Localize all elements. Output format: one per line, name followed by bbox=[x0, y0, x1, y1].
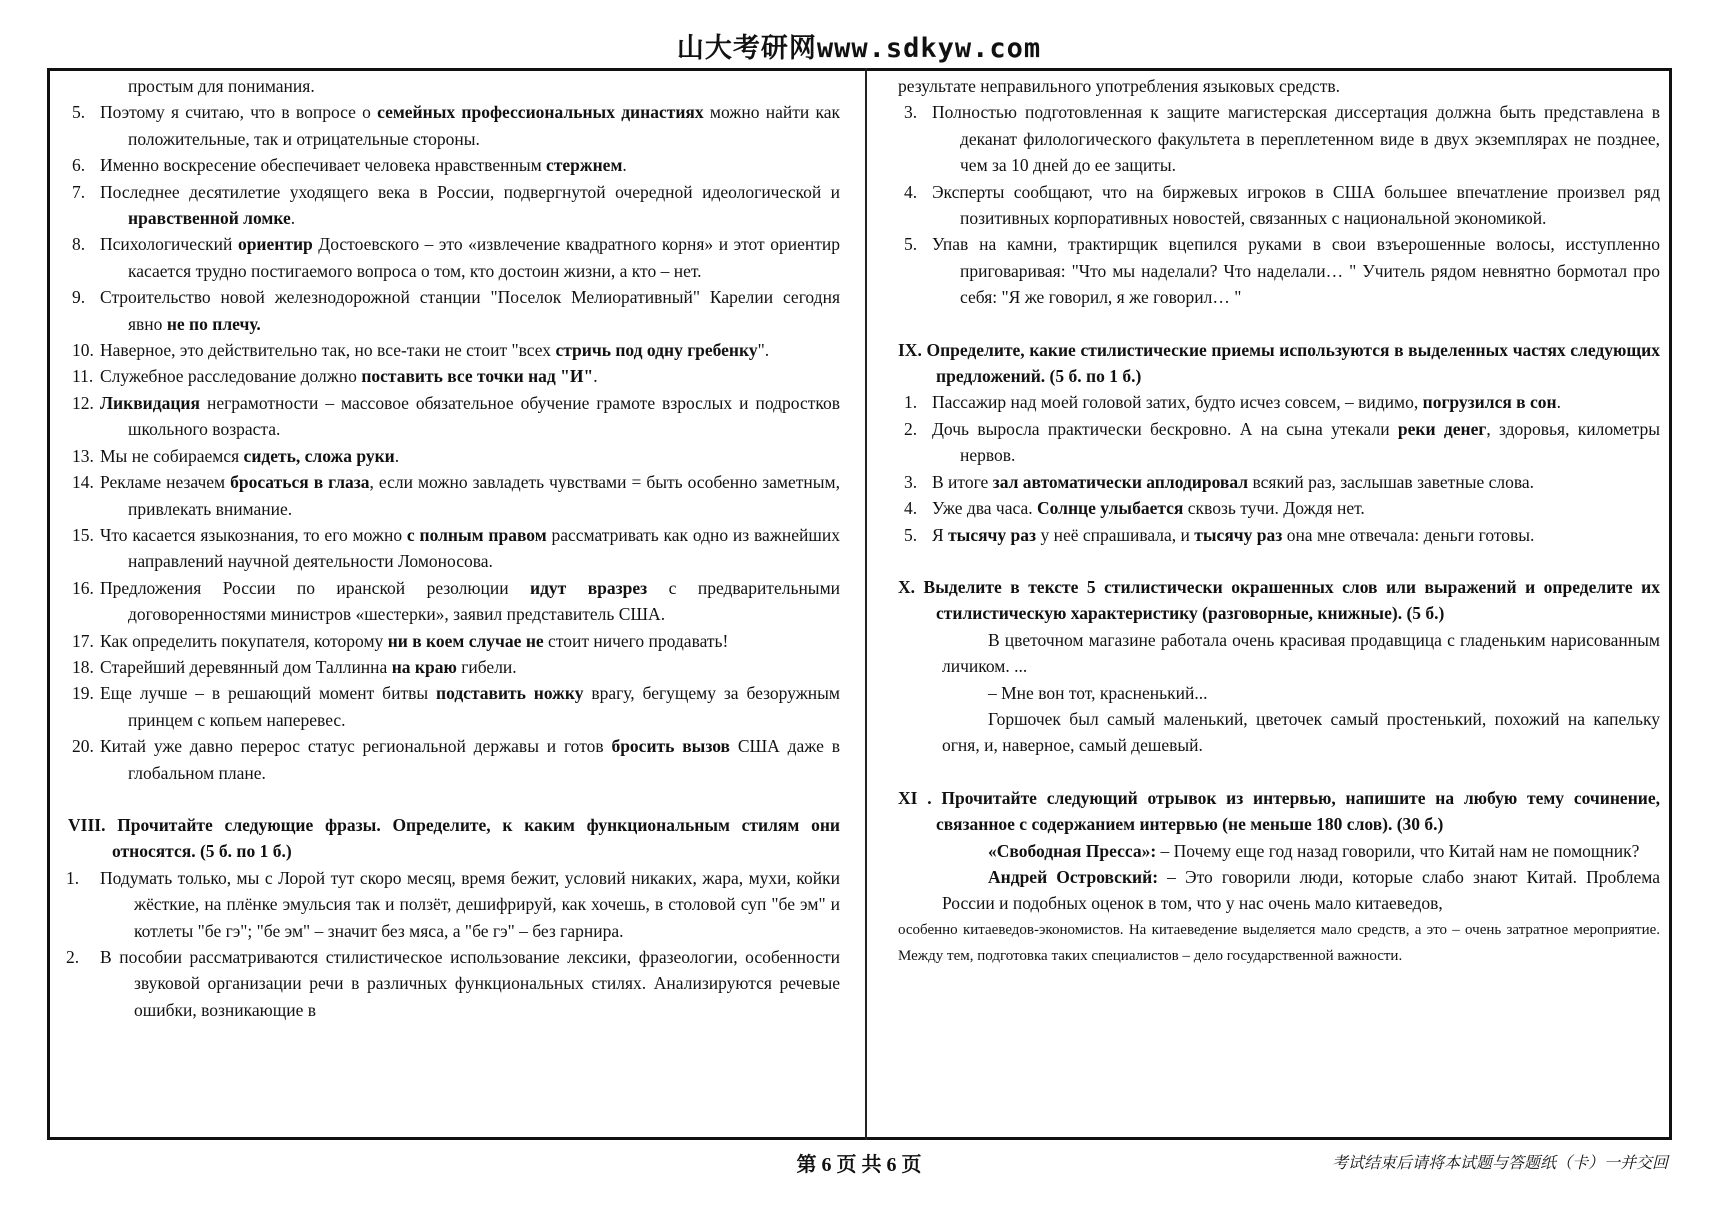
item-text: Дочь выросла практически бескровно. А на сына утекали bbox=[932, 418, 1398, 439]
item-text: Именно воскресение обеспечивает человека нравственным bbox=[100, 155, 547, 176]
highlighted-phrase: погрузился в сон bbox=[1422, 392, 1557, 413]
highlighted-phrase: нравственной ломке bbox=[128, 208, 291, 229]
section-8-list bbox=[68, 865, 840, 1023]
item-text: Наверное, это действительно так, но все-таки не стоит "всех bbox=[100, 340, 556, 361]
list-item: 8. Психологический ориентир Достоевского – это «извлечение квадратного корня» и этот ориентир касается трудно постигаемого вопроса о том, кто достоин жизни, а кто – нет. bbox=[72, 234, 840, 281]
item-text: с предварительными договоренностями министров «шестерки», заявил представитель США. bbox=[128, 577, 841, 625]
highlighted-phrase: тысячу раз bbox=[948, 524, 1037, 545]
list-item: 14. Рекламе незачем бросаться в глаза, если можно завладеть чувствами = быть особенно заметным, привлекать внимание. bbox=[72, 472, 840, 519]
list-item: 10. Наверное, это действительно так, но все-таки не стоит "всех стричь под одну гребенку". bbox=[72, 340, 770, 361]
right-item-list bbox=[898, 99, 1660, 310]
item-text: . bbox=[622, 155, 627, 176]
continued-text: результате неправильного употребления языковых средств. bbox=[898, 76, 1340, 96]
item-text: В пособии рассматриваются стилистическое использование лексики, фразеологии, особенности звуковой организации речи в различных функциональных стилях. Анализируются речевые ошибки, возникающие в bbox=[100, 947, 840, 1020]
item-text: . bbox=[593, 366, 598, 387]
highlighted-phrase: реки денег bbox=[1397, 418, 1487, 439]
site-header: 山大考研网www.sdkyw.com bbox=[676, 33, 1042, 64]
interviewee-name: Андрей Островский: bbox=[988, 866, 1159, 887]
item-text: Пассажир над моей головой затих, будто исчез совсем, – видимо, bbox=[932, 392, 1423, 413]
continued-text: простым для понимания. bbox=[128, 76, 315, 96]
list-item: 3. Полностью подготовленная к защите магистерская диссертация должна быть представлена в деканат филологического факультета в переплетенном виде в двух экземплярах не позднее, чем за 10 дней до ее защиты. bbox=[904, 102, 1660, 176]
list-item: 16. Предложения России по иранской резолюции идут вразрез с предварительными договоренностями министров «шестерки», заявил представитель США. bbox=[72, 577, 841, 625]
item-text: Мы не собираемся bbox=[100, 445, 244, 466]
item-text: Психологический bbox=[100, 234, 238, 255]
interview-answer-continued: особенно китаеведов-экономистов. На китаеведение выделяется мало средств, а это – очень затратное мероприятие. Между тем, подготовка таких специалистов – дело государственной важности. bbox=[898, 921, 1660, 965]
list-item: 9. Строительство новой железнодорожной станции "Поселок Мелиоративный" Карелии сегодня явно не по плечу. bbox=[72, 287, 840, 334]
item-text: Уже два часа. bbox=[932, 498, 1037, 519]
item-text: . bbox=[290, 208, 296, 229]
list-item: 20. Китай уже давно перерос статус региональной державы и готов бросить вызов США даже в глобальном плане. bbox=[72, 736, 840, 783]
highlighted-phrase: бросить вызов bbox=[611, 736, 731, 757]
list-item: 3. В итоге зал автоматически аплодировал всякий раз, заслышав заветные слова. bbox=[904, 471, 1535, 492]
item-text: , если можно завладеть чувствами = быть особенно заметным, привлекать внимание. bbox=[128, 472, 840, 519]
highlighted-phrase: семейных профессиональных династиях bbox=[377, 102, 704, 123]
list-item: 5. Я тысячу раз у неё спрашивала, и тысячу раз она мне отвечала: деньги готовы. bbox=[904, 524, 1535, 545]
item-text: врагу, бегущему за безоружным принцем с копьем наперевес. bbox=[128, 683, 840, 730]
list-item: 4. Эксперты сообщают, что на биржевых игроков в США большее впечатление произвел ряд позитивных корпоративных новостей, связанных с национальной экономикой. bbox=[904, 181, 1660, 229]
list-item: 5. Поэтому я считаю, что в вопросе о семейных профессиональных династиях можно найти как положительные, так и отрицательные стороны. bbox=[72, 102, 840, 149]
list-item: 7. Последнее десятилетие уходящего века в России, подвергнутой очередной идеологической и нравственной ломке. bbox=[72, 181, 840, 229]
item-text: Старейший деревянный дом Таллинна bbox=[100, 656, 392, 677]
item-text: Я bbox=[932, 524, 949, 545]
item-text: Последнее десятилетие уходящего века в России, подвергнутой очередной идеологической и bbox=[100, 181, 840, 202]
item-text: Достоевского – это «извлечение квадратного корня» и этот ориентир касается трудно постигаемого вопроса о том, кто достоин жизни, а кто – нет. bbox=[128, 234, 840, 281]
highlighted-phrase: подставить ножку bbox=[436, 683, 584, 704]
item-text: . bbox=[1556, 392, 1561, 413]
list-item: 18. Старейший деревянный дом Таллинна на краю гибели. bbox=[72, 656, 517, 677]
section-9-list bbox=[898, 389, 1660, 547]
highlighted-phrase: поставить все точки над "И" bbox=[361, 366, 594, 387]
list-item: 2. Дочь выросла практически бескровно. А на сына утекали реки денег, здоровья, километры нервов. bbox=[904, 418, 1661, 466]
highlighted-phrase: Ликвидация bbox=[100, 392, 200, 413]
highlighted-phrase: Солнце улыбается bbox=[1037, 498, 1184, 519]
text-paragraph: В цветочном магазине работала очень красивая продавщица с гладеньким нарисованным личиком. ... bbox=[942, 629, 1660, 677]
highlighted-phrase: не по плечу. bbox=[166, 313, 261, 334]
section-10-title: X. Выделите в тексте 5 стилистически окрашенных слов или выражений и определите их стилистическую характеристику (разговорные, книжные). (5 б.) bbox=[898, 576, 1660, 624]
left-item-list bbox=[68, 99, 840, 786]
item-text: . bbox=[394, 445, 400, 466]
list-item: 12. Ликвидация неграмотности – массовое обязательное обучение грамоте взрослых и подростков школьного возраста. bbox=[72, 392, 840, 440]
item-text: у неё спрашивала, и bbox=[1036, 524, 1195, 545]
list-item: 6. Именно воскресение обеспечивает человека нравственным стержнем. bbox=[72, 155, 627, 176]
section-11-title: XI . Прочитайте следующий отрывок из интервью, напишите на любую тему сочинение, связанное с содержанием интервью (не меньше 180 слов). (30 б.) bbox=[898, 787, 1660, 835]
list-item: 15. Что касается языкознания, то его можно с полным правом рассматривать как одно из важнейших направлений научной деятельности Ломоносова. bbox=[72, 524, 840, 572]
list-item: 19. Еще лучше – в решающий момент битвы подставить ножку врагу, бегущему за безоружным принцем с копьем наперевес. bbox=[72, 683, 840, 730]
highlighted-phrase: ни в коем случае не bbox=[387, 630, 544, 651]
page-number: 第 6 页 共 6 页 bbox=[796, 1154, 922, 1176]
list-item: 17. Как определить покупателя, которому ни в коем случае не стоит ничего продавать! bbox=[72, 630, 729, 651]
item-text: Строительство новой железнодорожной станции "Поселок Мелиоративный" Карелии сегодня явно bbox=[100, 287, 840, 334]
list-item: 1. Пассажир над моей головой затих, будто исчез совсем, – видимо, погрузился в сон. bbox=[904, 392, 1561, 413]
list-item: 5. Упав на камни, трактирщик вцепился руками в свои взъерошенные волосы, исступленно приговаривая: "Что мы наделали? Что наделали… " Учитель рядом невнятно бормотал про себя: "Я же говорил, я же говорил… " bbox=[904, 234, 1660, 308]
left-column bbox=[68, 73, 840, 1023]
item-text: Что касается языкознания, то его можно bbox=[100, 524, 407, 545]
highlighted-phrase: с полным правом bbox=[406, 524, 547, 545]
item-text: Подумать только, мы с Лорой тут скоро месяц, время бежит, условий никаких, жара, мухи, койки жёсткие, на плёнке эмульсия так и ползёт, дешифрируй, как хочешь, в столовой суп "бе эм" и котлеты "бе гэ"; "бе эм" – значит без мяса, а "бе гэ" – без гарнира. bbox=[100, 867, 840, 941]
list-item: 2. В пособии рассматриваются стилистическое использование лексики, фразеологии, особенности звуковой организации речи в различных функциональных стилях. Анализируются речевые ошибки, возникающие в bbox=[66, 947, 840, 1020]
item-text: США даже в глобальном плане. bbox=[128, 736, 840, 783]
text-paragraph: Горшочек был самый маленький, цветочек самый простенький, похожий на капельку огня, и, наверное, самый дешевый. bbox=[942, 708, 1660, 756]
item-text: сквозь тучи. Дождя нет. bbox=[1183, 498, 1365, 519]
list-item: 11. Служебное расследование должно поставить все точки над "И". bbox=[72, 366, 598, 387]
interview-question: «Свободная Пресса»: – Почему еще год назад говорили, что Китай нам не помощник? bbox=[988, 840, 1640, 861]
list-item: 13. Мы не собираемся сидеть, сложа руки. bbox=[72, 445, 400, 466]
footer-note: 考试结束后请将本试题与答题纸（卡）一并交回 bbox=[1331, 1155, 1668, 1172]
item-text: Рекламе незачем bbox=[100, 472, 231, 493]
highlighted-phrase: сидеть, сложа руки bbox=[243, 445, 395, 466]
item-text: Как определить покупателя, которому bbox=[100, 630, 388, 651]
highlighted-phrase: тысячу раз bbox=[1194, 524, 1283, 545]
column-divider bbox=[865, 68, 867, 1140]
item-text: она мне отвечала: деньги готовы. bbox=[1282, 524, 1535, 545]
interviewer-name: «Свободная Пресса»: bbox=[988, 840, 1157, 861]
item-text: Предложения России по иранской резолюции bbox=[100, 577, 530, 598]
section-9-title: IX. Определите, какие стилистические приемы используются в выделенных частях следующих предложений. (5 б. по 1 б.) bbox=[898, 339, 1660, 387]
item-text: гибели. bbox=[456, 656, 517, 677]
text-paragraph: – Мне вон тот, красненький... bbox=[988, 682, 1208, 703]
item-text: Поэтому я считаю, что в вопросе о bbox=[100, 102, 378, 123]
item-text: можно найти как положительные, так и отрицательные стороны. bbox=[128, 102, 840, 149]
item-text: В итоге bbox=[932, 471, 993, 492]
item-text: рассматривать как одно из важнейших направлений научной деятельности Ломоносова. bbox=[128, 524, 840, 572]
item-text: Служебное расследование должно bbox=[100, 366, 362, 387]
item-text: неграмотности – массовое обязательное обучение грамоте взрослых и подростков школьного возраста. bbox=[128, 392, 840, 440]
highlighted-phrase: бросаться в глаза bbox=[230, 472, 370, 493]
item-text: ". bbox=[757, 340, 770, 361]
list-item: 4. Уже два часа. Солнце улыбается сквозь тучи. Дождя нет. bbox=[904, 498, 1365, 519]
section-8-title: VIII. Прочитайте следующие фразы. Определите, к каким функциональным стилям они относятся. (5 б. по 1 б.) bbox=[68, 814, 840, 862]
item-text: Еще лучше – в решающий момент битвы bbox=[100, 683, 436, 704]
highlighted-phrase: стричь под одну гребенку bbox=[555, 340, 758, 361]
item-text: стоит ничего продавать! bbox=[543, 630, 729, 651]
item-text: Эксперты сообщают, что на биржевых игроков в США большее впечатление произвел ряд позитивных корпоративных новостей, связанных с национальной экономикой. bbox=[932, 181, 1660, 229]
item-text: Полностью подготовленная к защите магистерская диссертация должна быть представлена в деканат филологического факультета в переплетенном виде в двух экземплярах не позднее, чем за 10 дней до ее защиты. bbox=[932, 102, 1660, 176]
highlighted-phrase: стержнем bbox=[546, 155, 623, 176]
item-text: Упав на камни, трактирщик вцепился руками в свои взъерошенные волосы, исступленно приговаривая: "Что мы наделали? Что наделали… " Учитель рядом невнятно бормотал про себя: "Я же говорил, я же говорил… " bbox=[932, 234, 1660, 308]
interview-answer: Андрей Островский: – Это говорили люди, которые слабо знают Китай. Проблема России и подобных оценок в том, что у нас очень мало китаеведов, bbox=[942, 866, 1660, 914]
highlighted-phrase: ориентир bbox=[237, 234, 313, 255]
highlighted-phrase: идут вразрез bbox=[530, 577, 648, 598]
highlighted-phrase: зал автоматически аплодировал bbox=[992, 471, 1249, 492]
item-text: , здоровья, километры нервов. bbox=[960, 418, 1661, 466]
item-text: Китай уже давно перерос статус региональной державы и готов bbox=[100, 736, 612, 757]
right-column bbox=[898, 73, 1660, 970]
highlighted-phrase: на краю bbox=[391, 656, 457, 677]
item-text: всякий раз, заслышав заветные слова. bbox=[1248, 471, 1535, 492]
list-item: 1. Подумать только, мы с Лорой тут скоро месяц, время бежит, условий никаких, жара, мухи, койки жёсткие, на плёнке эмульсия так и ползёт, дешифрируй, как хочешь, в столовой суп "бе эм" и котлеты "бе гэ"; "бе эм" – значит без мяса, а "бе гэ" – без гарнира. bbox=[66, 867, 840, 941]
